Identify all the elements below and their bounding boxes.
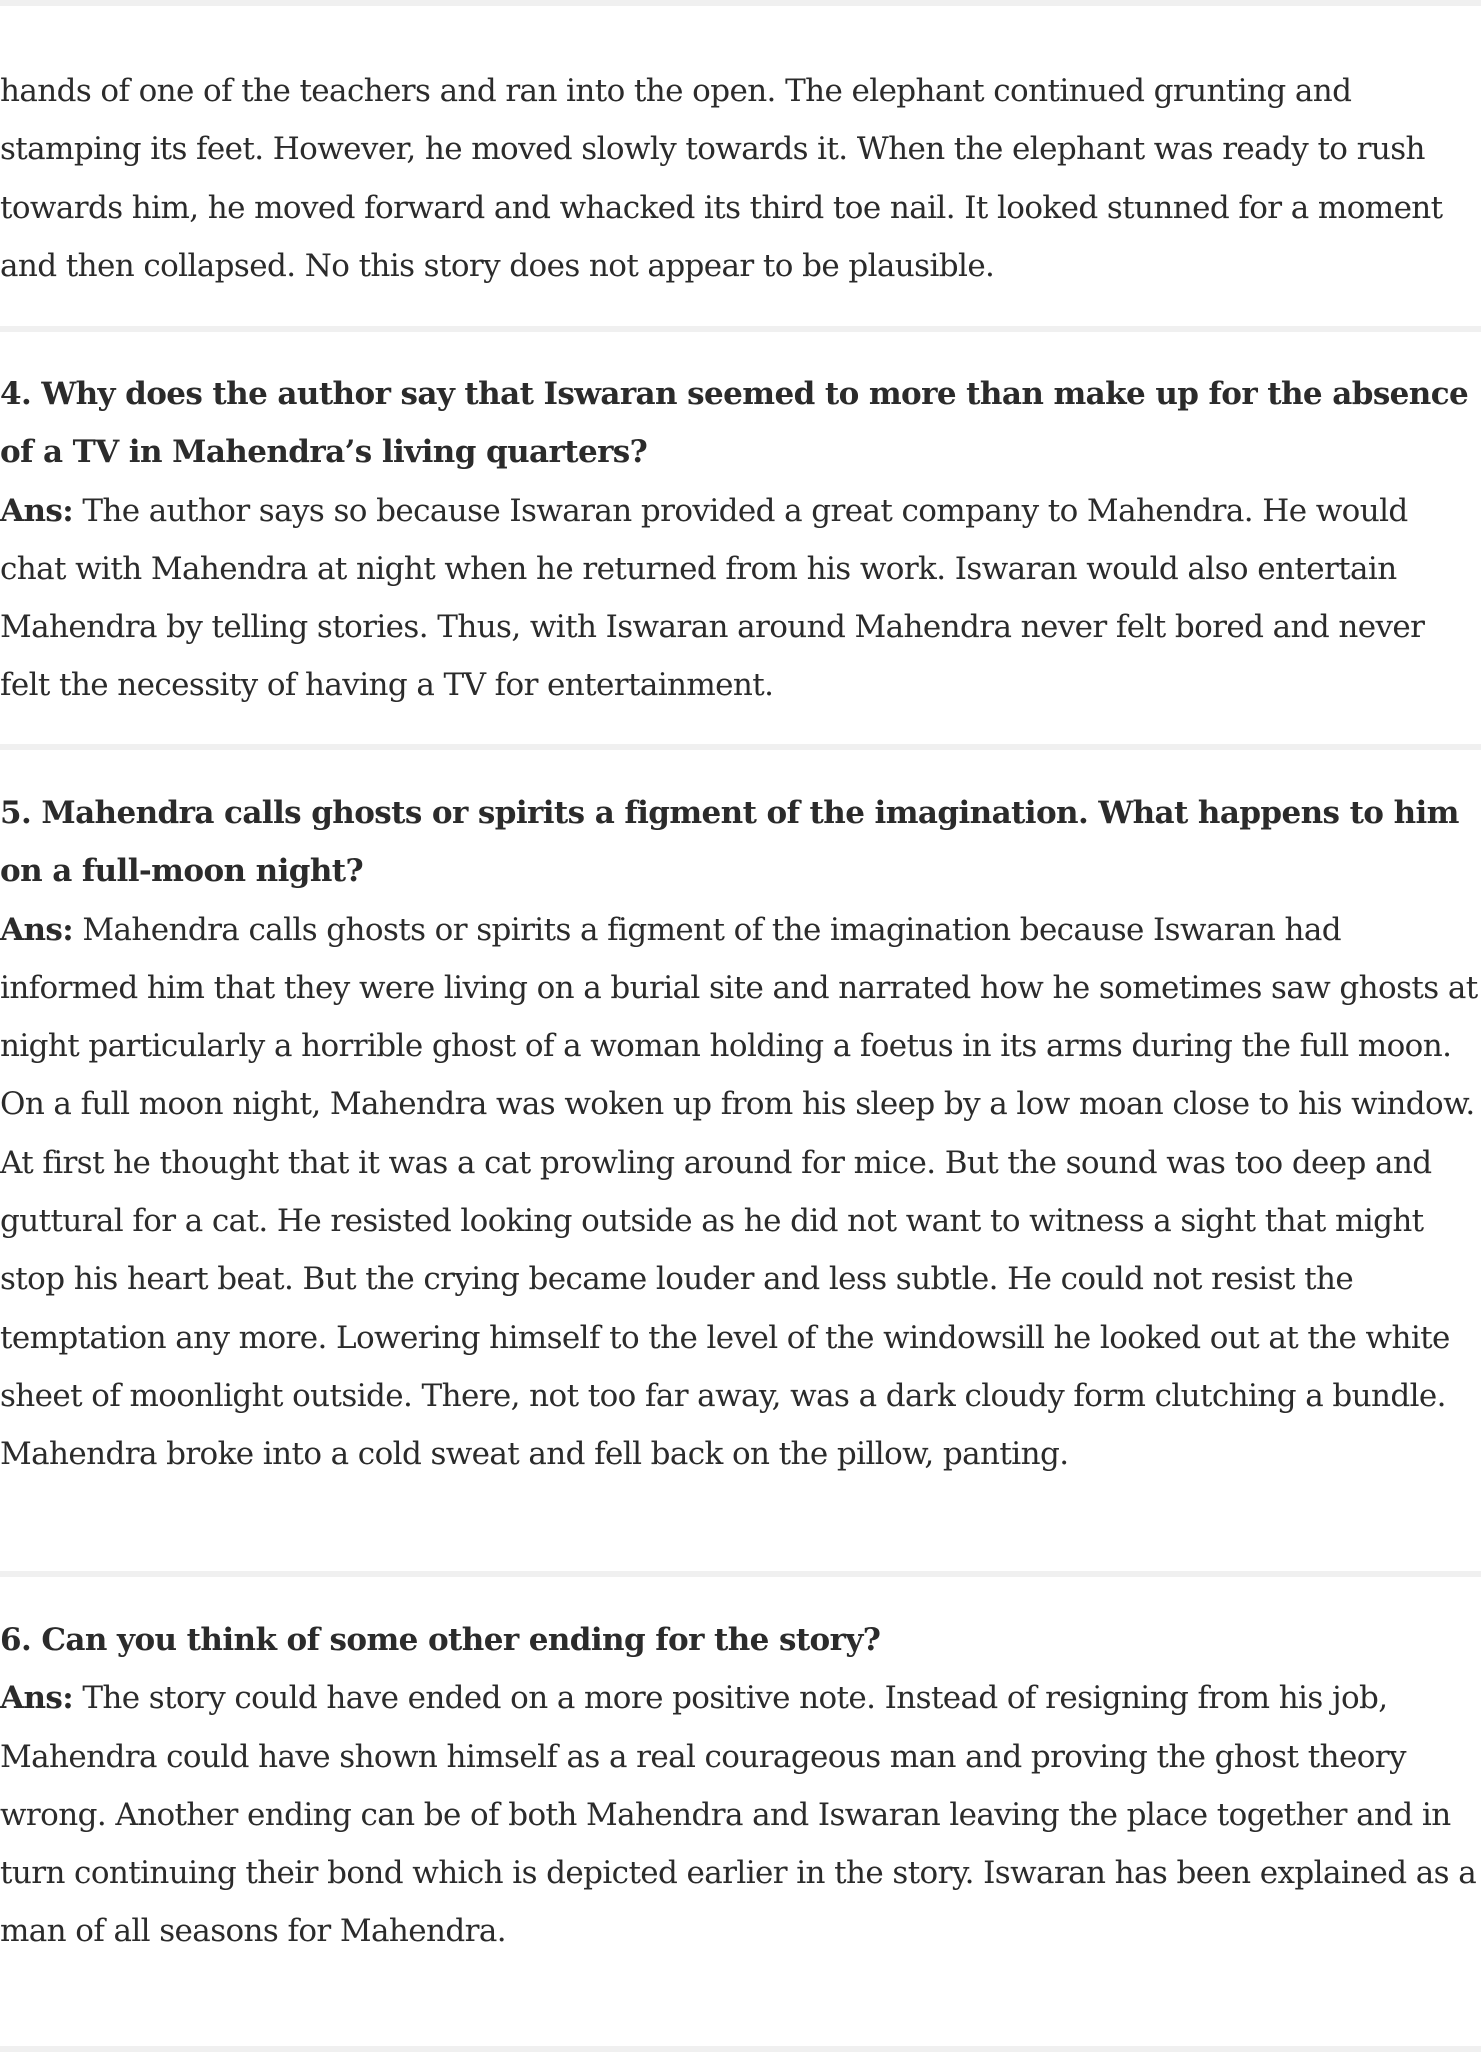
answer-label: Ans: (0, 492, 74, 529)
answer-text: The author says so because Iswaran provided a great company to Mahendra. He would chat with Mahendra at night when he returned from his work. Iswaran would also entertain Mahendra by telling stories. Thus, with Iswaran around Mahendra never felt bored and never felt the necessity of having a TV for entertainment. (0, 492, 1425, 704)
section-divider-top (0, 0, 1481, 6)
section-divider (0, 1571, 1481, 1577)
answer-label: Ans: (0, 1680, 74, 1717)
answer-text: Mahendra calls ghosts or spirits a figment of the imagination because Iswaran had informed him that they were living on a burial site and narrated how he sometimes saw ghosts at night particularly a horrible ghost of a woman holding a foetus in its arms during the full moon. On a full moon night, Mahendra was woken up from his sleep by a low moan close to his window. At first he thought that it was a cat prowling around for mice. But the sound was too deep and guttural for a cat. He resisted looking outside as he did not want to witness a sight that might stop his heart beat. But the crying became louder and less subtle. He could not resist the temptation any more. Lowering himself to the level of the windowsill he looked out at the white sheet of moonlight outside. There, not too far away, was a dark cloudy form clutching a bundle. Mahendra broke into a cold sweat and fell back on the pillow, panting. (0, 911, 1478, 1473)
section-divider (0, 744, 1481, 750)
answer-paragraph (0, 1669, 1478, 1960)
answer-label: Ans: (0, 911, 74, 948)
section-divider (0, 326, 1481, 332)
question-heading: 5. Mahendra calls ghosts or spirits a figment of the imagination. What happens to him on a full-moon night? (0, 795, 1459, 890)
question-heading: 4. Why does the author say that Iswaran seemed to more than make up for the absence of a TV in Mahendra’s living quarters? (0, 376, 1469, 471)
qa-item-4 (0, 365, 1478, 715)
intro-paragraph-section (0, 62, 1478, 295)
question-heading: 6. Can you think of some other ending for the story? (0, 1622, 881, 1658)
section-divider-bottom (0, 2046, 1481, 2052)
answer-paragraph (0, 482, 1478, 715)
qa-item-6 (0, 1611, 1478, 1961)
answer-text: The story could have ended on a more positive note. Instead of resigning from his job, Mahendra could have shown himself as a real courageous man and proving the ghost theory wrong. Another ending can be of both Mahendra and Iswaran leaving the place together and in turn continuing their bond which is depicted earlier in the story. Iswaran has been explained as a man of all seasons for Mahendra. (0, 1680, 1477, 1950)
answer-paragraph (0, 901, 1478, 1484)
qa-item-5 (0, 784, 1478, 1484)
intro-paragraph: hands of one of the teachers and ran into the open. The elephant continued grunting and stamping its feet. However, he moved slowly towards it. When the elephant was ready to rush towards him, he moved forward and whacked its third toe nail. It looked stunned for a moment and then collapsed. No this story does not appear to be plausible. (0, 73, 1443, 284)
